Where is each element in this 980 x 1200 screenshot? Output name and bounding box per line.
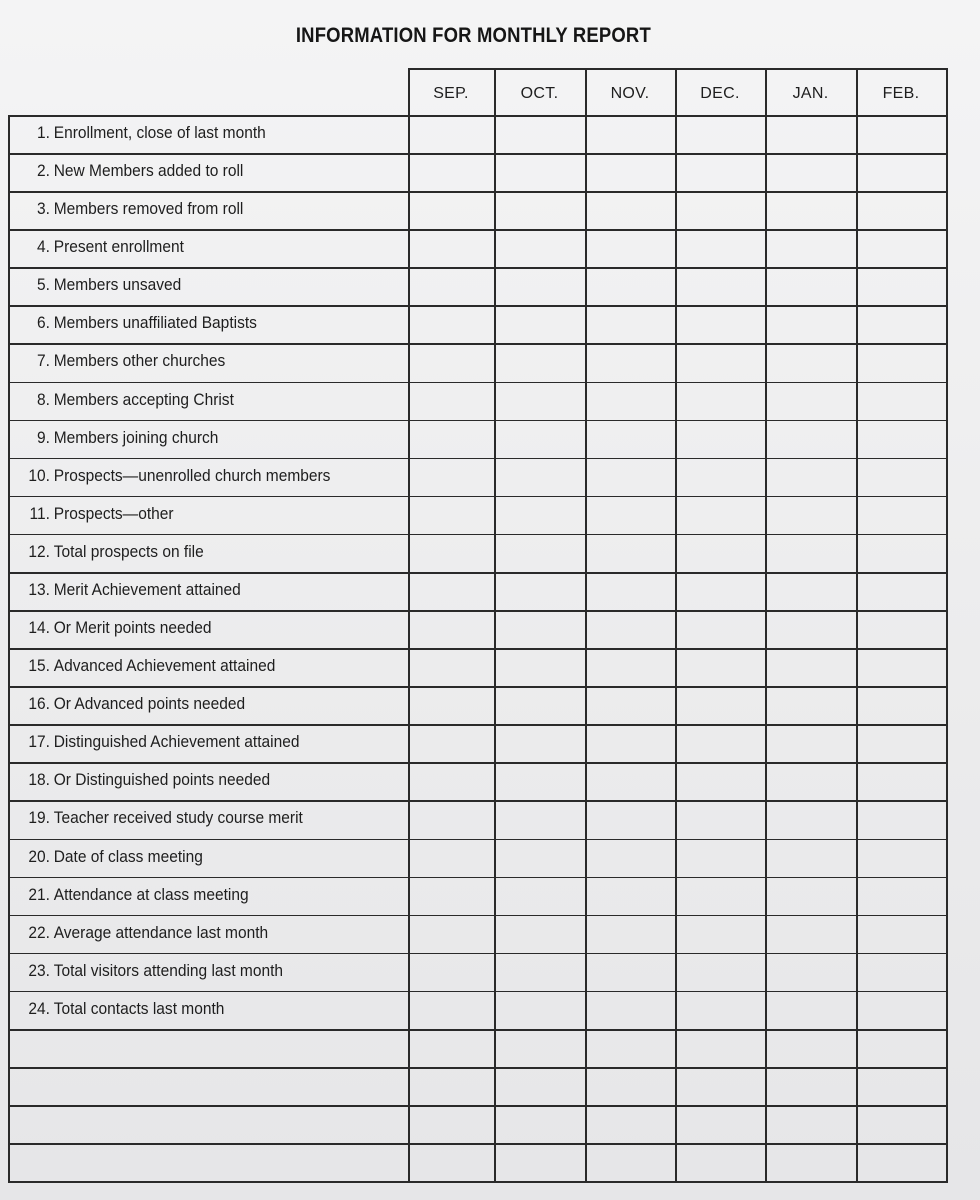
entry-cell[interactable] bbox=[765, 953, 856, 991]
entry-cell[interactable] bbox=[765, 420, 856, 458]
entry-cell[interactable] bbox=[585, 648, 675, 686]
row-divider bbox=[8, 458, 948, 460]
entry-cell[interactable] bbox=[765, 762, 856, 800]
entry-cell[interactable] bbox=[585, 610, 675, 648]
entry-cell[interactable] bbox=[494, 877, 585, 915]
entry-cell[interactable] bbox=[765, 534, 856, 572]
entry-cell[interactable] bbox=[765, 343, 856, 381]
row-label-text: Total visitors attending last month bbox=[53, 961, 284, 980]
row-label bbox=[18, 238, 184, 257]
entry-cell[interactable] bbox=[494, 1029, 585, 1067]
column-divider bbox=[408, 68, 410, 1181]
row-divider bbox=[8, 686, 948, 688]
entry-cell[interactable] bbox=[765, 305, 856, 343]
entry-cell[interactable] bbox=[856, 572, 946, 610]
entry-cell[interactable] bbox=[494, 991, 585, 1029]
entry-cell[interactable] bbox=[675, 229, 765, 267]
entry-cell[interactable] bbox=[585, 420, 675, 458]
row-number: 15. bbox=[28, 657, 50, 676]
entry-cell[interactable] bbox=[765, 610, 856, 648]
entry-cell[interactable] bbox=[856, 877, 946, 915]
row-divider bbox=[8, 648, 948, 650]
entry-cell[interactable] bbox=[856, 991, 946, 1029]
entry-cell[interactable] bbox=[856, 153, 946, 191]
entry-cell[interactable] bbox=[585, 953, 675, 991]
row-label-text: Enrollment, close of last month bbox=[53, 124, 266, 142]
entry-cell[interactable] bbox=[408, 305, 494, 343]
row-label bbox=[18, 276, 181, 295]
entry-cell[interactable] bbox=[856, 800, 946, 838]
row-label-text: Or Distinguished points needed bbox=[53, 771, 271, 790]
entry-cell[interactable] bbox=[765, 267, 856, 305]
row-label-text: Distinguished Achievement attained bbox=[53, 733, 300, 752]
entry-cell[interactable] bbox=[408, 1029, 494, 1067]
row-divider bbox=[8, 800, 948, 802]
entry-cell[interactable] bbox=[408, 1143, 494, 1181]
entry-cell[interactable] bbox=[585, 382, 675, 420]
row-label bbox=[18, 771, 270, 790]
entry-cell[interactable] bbox=[856, 953, 946, 991]
column-divider bbox=[585, 68, 587, 1181]
entry-cell[interactable] bbox=[765, 877, 856, 915]
row-label bbox=[18, 924, 268, 943]
column-divider bbox=[765, 68, 767, 1181]
entry-cell[interactable] bbox=[408, 839, 494, 877]
row-label-text: Members other churches bbox=[53, 352, 226, 371]
form-title: INFORMATION FOR MONTHLY REPORT bbox=[295, 24, 651, 47]
entry-cell[interactable] bbox=[856, 458, 946, 496]
row-label-text: Or Merit points needed bbox=[53, 619, 212, 638]
entry-cell[interactable] bbox=[408, 762, 494, 800]
row-label bbox=[18, 657, 275, 676]
entry-cell[interactable] bbox=[494, 153, 585, 191]
entry-cell[interactable] bbox=[494, 686, 585, 724]
entry-cell[interactable] bbox=[408, 229, 494, 267]
row-label bbox=[18, 467, 330, 486]
entry-cell[interactable] bbox=[675, 800, 765, 838]
entry-cell[interactable] bbox=[856, 229, 946, 267]
entry-cell[interactable] bbox=[856, 115, 946, 153]
row-label-text: New Members added to roll bbox=[53, 162, 244, 181]
row-label bbox=[18, 962, 283, 981]
month-header: DEC. bbox=[700, 85, 740, 102]
entry-cell[interactable] bbox=[675, 191, 765, 229]
entry-cell[interactable] bbox=[585, 1067, 675, 1105]
entry-cell[interactable] bbox=[765, 991, 856, 1029]
entry-cell[interactable] bbox=[494, 267, 585, 305]
entry-cell[interactable] bbox=[408, 648, 494, 686]
row-divider bbox=[8, 1029, 948, 1031]
entry-cell[interactable] bbox=[765, 191, 856, 229]
row-divider bbox=[8, 724, 948, 726]
entry-cell[interactable] bbox=[856, 496, 946, 534]
entry-cell[interactable] bbox=[494, 762, 585, 800]
entry-cell[interactable] bbox=[494, 420, 585, 458]
row-label-text: Prospects—unenrolled church members bbox=[53, 466, 331, 485]
row-label bbox=[18, 200, 243, 219]
entry-cell[interactable] bbox=[408, 343, 494, 381]
month-header: JAN. bbox=[792, 85, 829, 102]
row-number: 19. bbox=[28, 809, 50, 828]
entry-cell[interactable] bbox=[494, 648, 585, 686]
entry-cell[interactable] bbox=[585, 267, 675, 305]
entry-cell[interactable] bbox=[675, 686, 765, 724]
row-divider bbox=[8, 115, 948, 117]
entry-cell[interactable] bbox=[675, 724, 765, 762]
row-label bbox=[18, 848, 203, 867]
entry-cell[interactable] bbox=[856, 1105, 946, 1143]
entry-cell[interactable] bbox=[675, 1029, 765, 1067]
entry-cell[interactable] bbox=[408, 458, 494, 496]
entry-cell[interactable] bbox=[675, 572, 765, 610]
entry-cell[interactable] bbox=[856, 724, 946, 762]
row-divider bbox=[8, 1105, 948, 1107]
row-label bbox=[18, 809, 303, 828]
row-label-text: Average attendance last month bbox=[53, 923, 269, 942]
entry-cell[interactable] bbox=[585, 762, 675, 800]
month-header: SEP. bbox=[433, 85, 469, 102]
row-number: 4. bbox=[37, 238, 50, 257]
entry-cell[interactable] bbox=[585, 153, 675, 191]
row-divider bbox=[8, 572, 948, 574]
entry-cell[interactable] bbox=[585, 1029, 675, 1067]
entry-cell[interactable] bbox=[585, 839, 675, 877]
header-top-line bbox=[408, 68, 948, 70]
entry-cell[interactable] bbox=[408, 115, 494, 153]
entry-cell[interactable] bbox=[675, 1143, 765, 1181]
row-divider bbox=[8, 382, 948, 384]
entry-cell[interactable] bbox=[585, 572, 675, 610]
entry-cell[interactable] bbox=[675, 153, 765, 191]
row-label bbox=[18, 1000, 224, 1019]
row-number: 9. bbox=[37, 428, 50, 447]
row-divider bbox=[8, 267, 948, 269]
entry-cell[interactable] bbox=[675, 991, 765, 1029]
row-divider bbox=[8, 229, 948, 231]
entry-cell[interactable] bbox=[675, 1105, 765, 1143]
entry-cell[interactable] bbox=[408, 267, 494, 305]
entry-cell[interactable] bbox=[765, 153, 856, 191]
row-label bbox=[18, 733, 299, 752]
entry-cell[interactable] bbox=[675, 420, 765, 458]
entry-cell[interactable] bbox=[765, 496, 856, 534]
entry-cell[interactable] bbox=[675, 267, 765, 305]
left-border bbox=[8, 115, 10, 1181]
entry-cell[interactable] bbox=[675, 762, 765, 800]
entry-cell[interactable] bbox=[494, 343, 585, 381]
column-divider bbox=[494, 68, 496, 1181]
column-divider bbox=[675, 68, 677, 1181]
entry-cell[interactable] bbox=[494, 953, 585, 991]
entry-cell[interactable] bbox=[494, 1143, 585, 1181]
entry-cell[interactable] bbox=[494, 610, 585, 648]
entry-cell[interactable] bbox=[585, 915, 675, 953]
row-divider bbox=[8, 153, 948, 155]
row-number: 23. bbox=[28, 961, 50, 980]
entry-cell[interactable] bbox=[494, 839, 585, 877]
row-number: 6. bbox=[37, 314, 50, 333]
entry-cell[interactable] bbox=[585, 724, 675, 762]
entry-cell[interactable] bbox=[856, 1143, 946, 1181]
entry-cell[interactable] bbox=[675, 305, 765, 343]
entry-cell[interactable] bbox=[765, 1067, 856, 1105]
entry-cell[interactable] bbox=[494, 305, 585, 343]
entry-cell[interactable] bbox=[856, 1067, 946, 1105]
row-divider bbox=[8, 610, 948, 612]
entry-cell[interactable] bbox=[856, 915, 946, 953]
entry-cell[interactable] bbox=[408, 382, 494, 420]
row-divider bbox=[8, 762, 948, 764]
entry-cell[interactable] bbox=[765, 1143, 856, 1181]
row-label bbox=[18, 619, 211, 638]
row-label bbox=[18, 581, 241, 600]
column-divider bbox=[946, 68, 948, 1181]
entry-cell[interactable] bbox=[675, 610, 765, 648]
entry-cell[interactable] bbox=[408, 191, 494, 229]
row-divider bbox=[8, 915, 948, 917]
entry-cell[interactable] bbox=[408, 991, 494, 1029]
entry-cell[interactable] bbox=[856, 839, 946, 877]
entry-cell[interactable] bbox=[408, 153, 494, 191]
entry-cell[interactable] bbox=[585, 534, 675, 572]
entry-cell[interactable] bbox=[675, 839, 765, 877]
entry-cell[interactable] bbox=[494, 115, 585, 153]
entry-cell[interactable] bbox=[585, 877, 675, 915]
entry-cell[interactable] bbox=[765, 686, 856, 724]
row-number: 20. bbox=[28, 847, 50, 866]
row-number: 14. bbox=[28, 619, 50, 638]
row-label bbox=[18, 543, 204, 562]
row-label bbox=[18, 314, 257, 333]
row-label-text: Members unsaved bbox=[53, 276, 182, 295]
entry-cell[interactable] bbox=[675, 382, 765, 420]
entry-cell[interactable] bbox=[494, 534, 585, 572]
row-label-text: Members unaffiliated Baptists bbox=[53, 314, 257, 333]
column-divider bbox=[856, 68, 858, 1181]
row-number: 16. bbox=[28, 695, 50, 714]
row-number: 3. bbox=[37, 200, 50, 219]
entry-cell[interactable] bbox=[585, 191, 675, 229]
entry-cell[interactable] bbox=[408, 877, 494, 915]
row-label-text: Present enrollment bbox=[53, 238, 184, 257]
row-label bbox=[18, 695, 245, 714]
entry-cell[interactable] bbox=[585, 115, 675, 153]
row-divider bbox=[8, 877, 948, 879]
entry-cell[interactable] bbox=[408, 534, 494, 572]
entry-cell[interactable] bbox=[765, 800, 856, 838]
entry-cell[interactable] bbox=[585, 305, 675, 343]
entry-cell[interactable] bbox=[585, 800, 675, 838]
entry-cell[interactable] bbox=[856, 343, 946, 381]
row-label-text: Members removed from roll bbox=[53, 200, 244, 219]
entry-cell[interactable] bbox=[494, 191, 585, 229]
entry-cell[interactable] bbox=[408, 800, 494, 838]
row-label bbox=[18, 162, 243, 181]
row-number: 24. bbox=[28, 999, 50, 1018]
row-number: 10. bbox=[28, 466, 50, 485]
entry-cell[interactable] bbox=[408, 496, 494, 534]
row-label-text: Advanced Achievement attained bbox=[53, 657, 276, 676]
month-header: NOV. bbox=[610, 85, 650, 102]
row-label bbox=[18, 391, 234, 410]
entry-cell[interactable] bbox=[856, 686, 946, 724]
entry-cell[interactable] bbox=[765, 229, 856, 267]
row-number: 2. bbox=[37, 162, 50, 181]
entry-cell[interactable] bbox=[494, 572, 585, 610]
row-divider bbox=[8, 420, 948, 422]
row-number: 21. bbox=[28, 885, 50, 904]
row-divider bbox=[8, 991, 948, 993]
row-label-text: Teacher received study course merit bbox=[53, 809, 303, 828]
row-label bbox=[18, 886, 249, 905]
entry-cell[interactable] bbox=[856, 305, 946, 343]
entry-cell[interactable] bbox=[675, 648, 765, 686]
entry-cell[interactable] bbox=[856, 267, 946, 305]
row-divider bbox=[8, 953, 948, 955]
row-number: 11. bbox=[29, 504, 50, 523]
row-divider bbox=[8, 1181, 948, 1183]
entry-cell[interactable] bbox=[765, 1105, 856, 1143]
row-label bbox=[18, 124, 266, 143]
entry-cell[interactable] bbox=[675, 343, 765, 381]
entry-cell[interactable] bbox=[408, 686, 494, 724]
entry-cell[interactable] bbox=[408, 420, 494, 458]
row-divider bbox=[8, 839, 948, 841]
row-label-text: Prospects—other bbox=[53, 504, 174, 523]
row-label-text: Total contacts last month bbox=[53, 999, 225, 1018]
row-label-text: Members accepting Christ bbox=[53, 390, 234, 409]
entry-cell[interactable] bbox=[765, 724, 856, 762]
row-divider bbox=[8, 496, 948, 498]
row-number: 12. bbox=[28, 542, 50, 561]
month-header: FEB. bbox=[882, 85, 920, 102]
entry-cell[interactable] bbox=[675, 915, 765, 953]
entry-cell[interactable] bbox=[765, 1029, 856, 1067]
row-number: 18. bbox=[28, 771, 50, 790]
row-number: 22. bbox=[28, 923, 50, 942]
entry-cell[interactable] bbox=[494, 458, 585, 496]
row-number: 5. bbox=[37, 276, 50, 295]
entry-cell[interactable] bbox=[494, 382, 585, 420]
row-label-text: Date of class meeting bbox=[53, 847, 203, 866]
entry-cell[interactable] bbox=[494, 800, 585, 838]
entry-cell[interactable] bbox=[585, 1143, 675, 1181]
entry-cell[interactable] bbox=[675, 534, 765, 572]
row-number: 8. bbox=[37, 390, 50, 409]
row-number: 13. bbox=[28, 580, 50, 599]
row-label-text: Members joining church bbox=[53, 428, 219, 447]
entry-cell[interactable] bbox=[494, 496, 585, 534]
entry-cell[interactable] bbox=[585, 1105, 675, 1143]
entry-cell[interactable] bbox=[675, 115, 765, 153]
entry-cell[interactable] bbox=[408, 572, 494, 610]
entry-cell[interactable] bbox=[675, 458, 765, 496]
entry-cell[interactable] bbox=[765, 572, 856, 610]
row-divider bbox=[8, 305, 948, 307]
entry-cell[interactable] bbox=[494, 229, 585, 267]
entry-cell[interactable] bbox=[675, 496, 765, 534]
entry-cell[interactable] bbox=[675, 877, 765, 915]
month-header: OCT. bbox=[520, 85, 559, 102]
row-divider bbox=[8, 534, 948, 536]
row-label-text: Total prospects on file bbox=[53, 542, 204, 561]
row-divider bbox=[8, 343, 948, 345]
entry-cell[interactable] bbox=[765, 382, 856, 420]
entry-cell[interactable] bbox=[675, 953, 765, 991]
entry-cell[interactable] bbox=[675, 1067, 765, 1105]
entry-cell[interactable] bbox=[856, 191, 946, 229]
row-label-text: Merit Achievement attained bbox=[53, 580, 241, 599]
row-label bbox=[18, 505, 174, 524]
entry-cell[interactable] bbox=[765, 915, 856, 953]
entry-cell[interactable] bbox=[856, 648, 946, 686]
row-divider bbox=[8, 191, 948, 193]
row-label-text: Or Advanced points needed bbox=[53, 695, 246, 714]
entry-cell[interactable] bbox=[856, 610, 946, 648]
entry-cell[interactable] bbox=[585, 229, 675, 267]
row-label-text: Attendance at class meeting bbox=[53, 885, 249, 904]
entry-cell[interactable] bbox=[765, 839, 856, 877]
row-label bbox=[18, 429, 218, 448]
row-number: 7. bbox=[37, 352, 50, 371]
entry-cell[interactable] bbox=[408, 1067, 494, 1105]
row-divider bbox=[8, 1067, 948, 1069]
entry-cell[interactable] bbox=[856, 1029, 946, 1067]
row-label bbox=[18, 352, 225, 371]
entry-cell[interactable] bbox=[494, 1105, 585, 1143]
entry-cell[interactable] bbox=[408, 1105, 494, 1143]
entry-cell[interactable] bbox=[856, 382, 946, 420]
entry-cell[interactable] bbox=[856, 534, 946, 572]
entry-cell[interactable] bbox=[408, 953, 494, 991]
entry-cell[interactable] bbox=[856, 420, 946, 458]
entry-cell[interactable] bbox=[494, 1067, 585, 1105]
entry-cell[interactable] bbox=[765, 648, 856, 686]
entry-cell[interactable] bbox=[494, 915, 585, 953]
entry-cell[interactable] bbox=[494, 724, 585, 762]
entry-cell[interactable] bbox=[765, 115, 856, 153]
entry-cell[interactable] bbox=[408, 915, 494, 953]
row-divider bbox=[8, 1143, 948, 1145]
row-number: 17. bbox=[28, 733, 50, 752]
entry-cell[interactable] bbox=[585, 496, 675, 534]
row-number: 1. bbox=[37, 124, 50, 142]
entry-cell[interactable] bbox=[585, 991, 675, 1029]
entry-cell[interactable] bbox=[585, 686, 675, 724]
entry-cell[interactable] bbox=[856, 762, 946, 800]
entry-cell[interactable] bbox=[765, 458, 856, 496]
entry-cell[interactable] bbox=[408, 610, 494, 648]
entry-cell[interactable] bbox=[408, 724, 494, 762]
entry-cell[interactable] bbox=[585, 343, 675, 381]
entry-cell[interactable] bbox=[585, 458, 675, 496]
